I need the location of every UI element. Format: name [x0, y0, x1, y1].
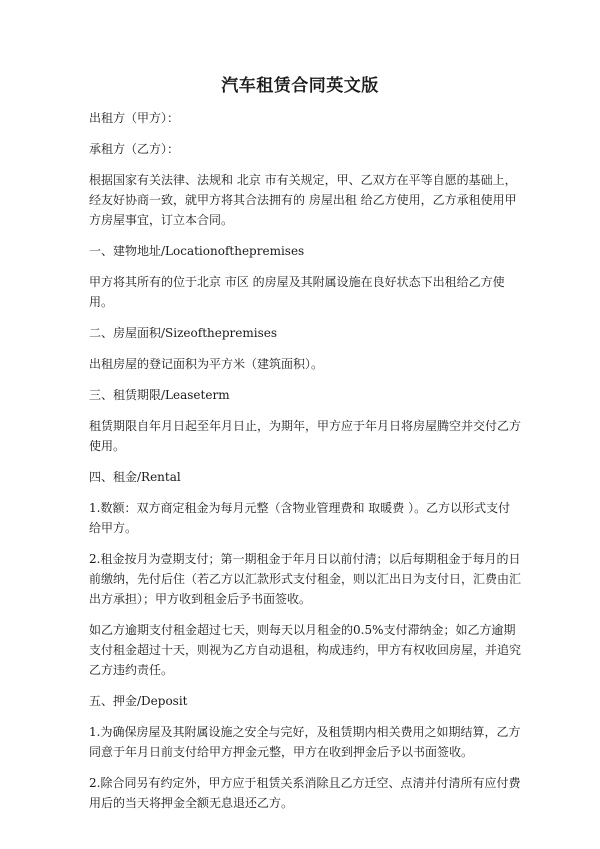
rental-amount-paragraph: 1.数额：双方商定租金为每月元整（含物业管理费和 取暖费 ）。乙方以形式支付给甲方。: [89, 501, 511, 535]
lessor-line: 出租方（甲方）：: [89, 111, 180, 125]
deposit-refund-paragraph: 2.除合同另有约定外，甲方应于租赁关系消除且乙方迁空、点清并付清所有应付费用后的当天将押金全额无息退还乙方。: [89, 776, 521, 810]
section-heading-location: 一、建物地址/Locationofthepremises: [89, 244, 305, 258]
rental-payment-paragraph: 2.租金按月为壹期支付；第一期租金于年月日以前付清；以后每期租金于每月的日前缴纳，先付后住（若乙方以汇款形式支付租金，则以汇出日为支付日，汇费由汇出方承担）；甲方收到租金后予书面签收。: [89, 552, 522, 606]
lease-term-paragraph: 租赁期限自年月日起至年月日止，为期年，甲方应于年月日将房屋腾空并交付乙方使用。: [89, 419, 522, 453]
late-payment-paragraph: 如乙方逾期支付租金超过七天，则每天以月租金的0.5%支付滞纳金；如乙方逾期支付租金超过十天，则视为乙方自动退租，构成违约，甲方有权收回房屋，并追究乙方违约责任。: [89, 623, 522, 677]
size-paragraph: 出租房屋的登记面积为平方米（建筑面积）。: [89, 357, 324, 371]
deposit-payment-paragraph: 1.为确保房屋及其附属设施之安全与完好，及租赁期内相关费用之如期结算，乙方同意于年月日前支付给甲方押金元整，甲方在收到押金后予以书面签收。: [89, 725, 521, 759]
section-heading-size: 二、房屋面积/Sizeofthepremises: [89, 326, 277, 340]
section-heading-lease-term: 三、租赁期限/Leaseterm: [89, 388, 230, 402]
section-heading-deposit: 五、押金/Deposit: [89, 694, 188, 708]
document-body: [89, 108, 521, 824]
lessee-line: 承租方（乙方）：: [89, 142, 180, 156]
location-paragraph: 甲方将其所有的位于北京 市区 的房屋及其附属设施在良好状态下出租给乙方使用。: [89, 275, 505, 309]
section-heading-rental: 四、租金/Rental: [89, 470, 181, 484]
preamble-paragraph: 根据国家有关法律、法规和 北京 市有关规定，甲、乙双方在平等自愿的基础上，经友好协商一致，就甲方将其合法拥有的 房屋出租 给乙方使用，乙方承租使用甲方房屋事宜，订立本合同。: [89, 173, 517, 227]
document-title: 汽车租赁合同英文版: [221, 76, 379, 96]
